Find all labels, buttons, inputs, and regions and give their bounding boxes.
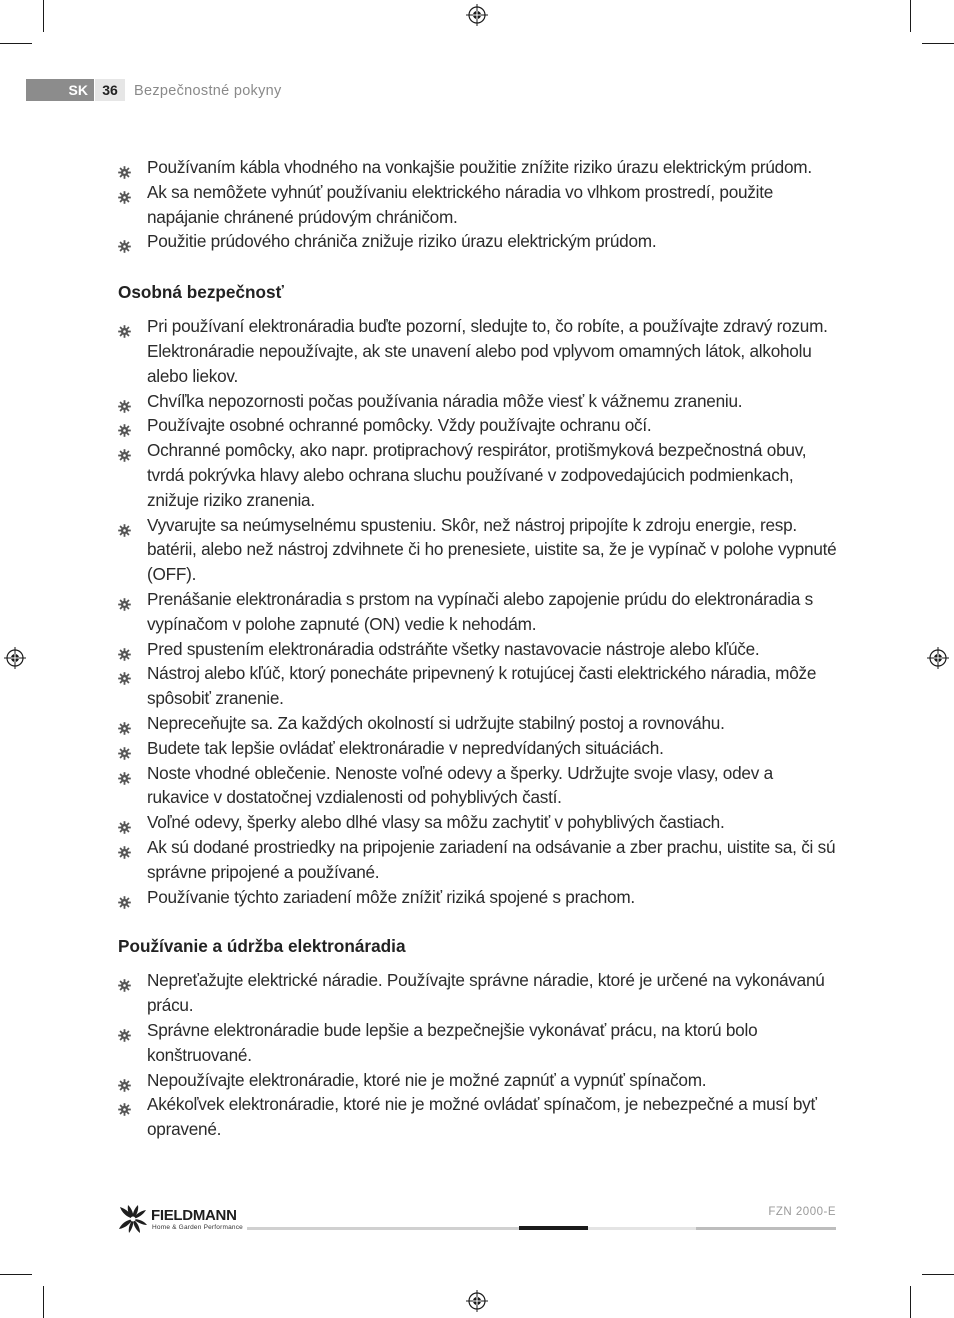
gear-bullet-icon xyxy=(118,395,131,408)
list-item xyxy=(118,513,838,587)
list-item-text: Nepreceňujte sa. Za každých okolností si udržujte stabilný postoj a rovnováhu. xyxy=(147,712,725,733)
list-item xyxy=(118,229,838,254)
list-item-text: Používajte osobné ochranné pomôcky. Vždy používajte ochranu očí. xyxy=(147,415,652,436)
gear-bullet-icon xyxy=(118,519,131,532)
crop-mark-tr-h xyxy=(922,43,954,44)
footer-bar-dark xyxy=(519,1226,588,1230)
gear-bullet-icon xyxy=(118,974,131,987)
list-item-text: Ak sa nemôžete vyhnúť používaniu elektrického náradia vo vlhkom prostredí, použite napájanie chránené prúdovým chráničom. xyxy=(147,181,774,227)
list-item xyxy=(118,155,838,180)
gear-bullet-icon xyxy=(118,742,131,755)
list-item-text: Ochranné pomôcky, ako napr. protiprachový respirátor, protišmyková bezpečnostná obuv, tvrdá pokrývka hlavy alebo ochrana sluchu používané v zodpovedajúcich podmienkach, znižuje riziko zranenia. xyxy=(147,440,807,510)
list-item-text: Správne elektronáradie bude lepšie a bezpečnejšie vykonávať prácu, na ktorú bolo konštruované. xyxy=(147,1019,758,1065)
list-item-text: Používanie týchto zariadení môže znížiť riziká spojené s prachom. xyxy=(147,886,635,907)
list-item xyxy=(118,761,838,811)
list-item-text: Noste vhodné oblečenie. Nenoste voľné odevy a šperky. Udržujte svoje vlasy, odev a rukavice v dostatočnej vzdialenosti od pohyblivých častí. xyxy=(147,762,773,808)
list-item xyxy=(118,438,838,512)
list-item-text: Vyvarujte sa neúmyselnému spusteniu. Skôr, než nástroj pripojíte k zdroju energie, resp. batérii, alebo než nástroj zdvihnete či ho prenesiete, uistite sa, že je vypínač v polohe vypnuté (OFF). xyxy=(147,514,837,585)
registration-mark-icon xyxy=(466,4,488,26)
gear-bullet-icon xyxy=(118,1074,131,1087)
registration-mark-icon xyxy=(927,647,949,669)
list-item xyxy=(118,314,838,388)
footer-bar-light xyxy=(247,1227,519,1230)
list-item xyxy=(118,413,838,438)
list-item xyxy=(118,1018,838,1068)
list-item xyxy=(118,661,838,711)
section-heading-tool-use: Používanie a údržba elektronáradia xyxy=(118,936,406,957)
intro-list xyxy=(118,155,838,254)
list-item-text: Nepoužívajte elektronáradie, ktoré nie je možné zapnúť a vypnúť spínačom. xyxy=(147,1069,707,1090)
registration-mark-icon xyxy=(466,1290,488,1312)
list-item-text: Budete tak lepšie ovládať elektronáradie v nepredvídaných situáciách. xyxy=(147,737,664,758)
gear-bullet-icon xyxy=(118,593,131,606)
list-item xyxy=(118,736,838,761)
section-heading-personal-safety: Osobná bezpečnosť xyxy=(118,282,284,303)
list-item xyxy=(118,885,838,910)
list-item-text: Ak sú dodané prostriedky na pripojenie zariadení na odsávanie a zber prachu, uistite sa, či sú správne pripojené a používané. xyxy=(147,836,836,882)
crop-mark-tl-h xyxy=(0,43,32,44)
list-item xyxy=(118,180,838,230)
model-number: FZN 2000-E xyxy=(768,1206,836,1218)
list-item xyxy=(118,389,838,414)
list-item-text: Voľné odevy, šperky alebo dlhé vlasy sa môžu zachytiť v pohyblivých častiach. xyxy=(147,812,725,833)
list-item xyxy=(118,1068,838,1093)
gear-bullet-icon xyxy=(118,891,131,904)
list-item xyxy=(118,711,838,736)
header-language-code: SK xyxy=(68,82,88,98)
list-item-text: Prenášanie elektronáradia s prstom na vypínači alebo zapojenie prúdu do elektronáradia s vypínačom v polohe zapnuté (ON) vedie k nehodám. xyxy=(147,588,813,634)
list-item-text: Používaním kábla vhodného na vonkajšie použitie znížite riziko úrazu elektrickým prúdom. xyxy=(147,157,812,177)
gear-bullet-icon xyxy=(118,186,131,199)
fan-logo-icon xyxy=(118,1204,149,1234)
crop-mark-bl-h xyxy=(0,1274,32,1275)
list-item-text: Akékoľvek elektronáradie, ktoré nie je možné ovládať spínačom, je nebezpečné a musí byť opravené. xyxy=(147,1094,817,1140)
list-item xyxy=(118,968,838,1018)
gear-bullet-icon xyxy=(118,444,131,457)
gear-bullet-icon xyxy=(118,419,131,432)
list-item-text: Nástroj alebo kľúč, ktorý ponecháte pripevnený k rotujúcej časti elektrického náradia, môže spôsobiť zranenie. xyxy=(147,663,817,709)
gear-bullet-icon xyxy=(118,767,131,780)
list-item-text: Chvíľka nepozornosti počas používania náradia môže viesť k vážnemu zraneniu. xyxy=(147,390,743,411)
personal-safety-list xyxy=(118,314,838,909)
gear-bullet-icon xyxy=(118,717,131,730)
gear-bullet-icon xyxy=(118,320,131,333)
gear-bullet-icon xyxy=(118,1098,131,1111)
brand-tagline: Home & Garden Performance xyxy=(152,1224,243,1231)
gear-bullet-icon xyxy=(118,643,131,656)
footer-bar-mid xyxy=(696,1227,836,1230)
list-item-text: Pri používaní elektronáradia buďte pozorní, sledujte to, čo robíte, a používajte zdravý rozum. Elektronáradie nepoužívajte, ak ste unavení alebo pod vplyvom omamných látok, alkoholu alebo liekov. xyxy=(147,316,828,386)
gear-bullet-icon xyxy=(118,235,131,248)
crop-mark-tr-v xyxy=(910,0,911,32)
footer-bar-pale xyxy=(588,1227,696,1230)
list-item xyxy=(118,810,838,835)
crop-mark-br-h xyxy=(922,1274,954,1275)
crop-mark-bl-v xyxy=(43,1286,44,1318)
list-item xyxy=(118,1092,838,1142)
brand-name: FIELDMANN xyxy=(151,1207,237,1224)
list-item-text: Pred spustením elektronáradia odstráňte všetky nastavovacie nástroje alebo kľúče. xyxy=(147,638,760,659)
page-content xyxy=(118,155,838,1142)
list-item-text: Nepreťažujte elektrické náradie. Používajte správne náradie, ktoré je určené na vykonávanú prácu. xyxy=(147,970,825,1016)
list-item xyxy=(118,637,838,662)
list-item xyxy=(118,835,838,885)
list-item xyxy=(118,587,838,637)
list-item-text: Použitie prúdového chrániča znižuje riziko úrazu elektrickým prúdom. xyxy=(147,231,657,252)
crop-mark-tl-v xyxy=(43,0,44,32)
crop-mark-br-v xyxy=(910,1286,911,1318)
header-page-number: 36 xyxy=(95,79,125,101)
registration-mark-icon xyxy=(4,647,26,669)
tool-use-list xyxy=(118,968,838,1142)
header-section-title: Bezpečnostné pokyny xyxy=(134,83,282,99)
gear-bullet-icon xyxy=(118,667,131,680)
fieldmann-logo xyxy=(118,1204,246,1234)
gear-bullet-icon xyxy=(118,1024,131,1037)
gear-bullet-icon xyxy=(118,841,131,854)
gear-bullet-icon xyxy=(118,816,131,829)
gear-bullet-icon xyxy=(118,161,131,174)
